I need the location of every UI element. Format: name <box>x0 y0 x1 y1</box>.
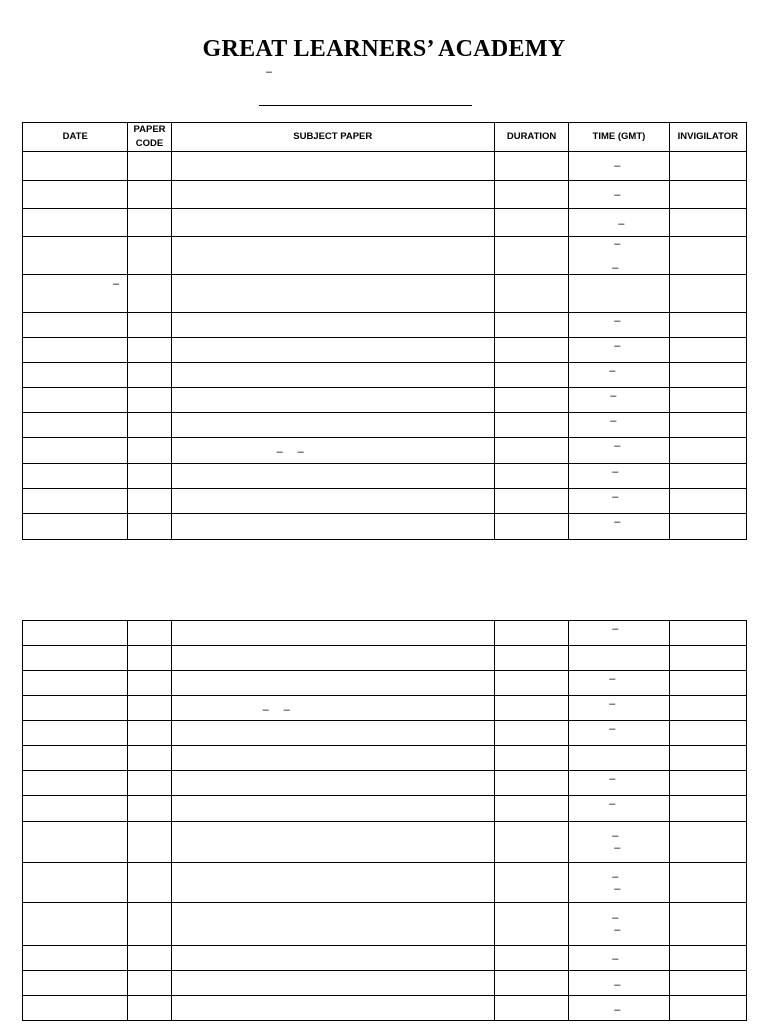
cell-date <box>23 181 128 209</box>
cell-time <box>569 621 669 646</box>
table-row <box>23 696 747 721</box>
cell-dur <box>494 796 568 822</box>
dash-mark: – <box>614 842 621 854</box>
cell-subj <box>171 971 494 996</box>
table-row <box>23 946 747 971</box>
table-row <box>23 671 747 696</box>
table-row <box>23 746 747 771</box>
cell-code <box>128 464 171 489</box>
cell-time <box>569 413 669 438</box>
cell-date <box>23 464 128 489</box>
cell-dur <box>494 438 568 464</box>
cell-code <box>128 313 171 338</box>
dash-mark: – <box>276 446 283 458</box>
cell-time <box>569 438 669 464</box>
cell-inv <box>669 181 746 209</box>
table-row <box>23 796 747 822</box>
dash-mark: – <box>614 189 621 201</box>
dash-mark: – <box>612 912 619 924</box>
cell-inv <box>669 721 746 746</box>
cell-time <box>569 721 669 746</box>
cell-dur <box>494 971 568 996</box>
table-row <box>23 903 747 946</box>
dash-mark: – <box>262 704 269 716</box>
cell-inv <box>669 771 746 796</box>
cell-subj <box>171 438 494 464</box>
table-row <box>23 646 747 671</box>
page-title: GREAT LEARNERS’ ACADEMY <box>202 36 566 62</box>
cell-dur <box>494 338 568 363</box>
cell-subj <box>171 721 494 746</box>
cell-time <box>569 209 669 237</box>
dash-mark: – <box>612 491 619 503</box>
cell-date <box>23 413 128 438</box>
cell-dur <box>494 514 568 540</box>
table-row <box>23 388 747 413</box>
cell-inv <box>669 363 746 388</box>
cell-time <box>569 696 669 721</box>
cell-code <box>128 646 171 671</box>
cell-date <box>23 796 128 822</box>
cell-dur <box>494 771 568 796</box>
cell-date <box>23 646 128 671</box>
table-row <box>23 721 747 746</box>
cell-code <box>128 209 171 237</box>
cell-time <box>569 363 669 388</box>
cell-subj <box>171 489 494 514</box>
cell-inv <box>669 946 746 971</box>
cell-time <box>569 464 669 489</box>
cell-code <box>128 696 171 721</box>
dash-mark: – <box>609 673 616 685</box>
cell-dur <box>494 946 568 971</box>
cell-subj <box>171 209 494 237</box>
cell-subj <box>171 946 494 971</box>
cell-dur <box>494 721 568 746</box>
dash-mark: – <box>610 390 617 402</box>
header-duration: DURATION <box>494 123 568 152</box>
table-row <box>23 438 747 464</box>
dash-mark: – <box>610 415 617 427</box>
table-row <box>23 237 747 275</box>
table-row <box>23 413 747 438</box>
table-row <box>23 152 747 181</box>
cell-subj <box>171 181 494 209</box>
table-header-row <box>23 123 747 152</box>
cell-code <box>128 721 171 746</box>
table-row <box>23 181 747 209</box>
cell-dur <box>494 646 568 671</box>
cell-subj <box>171 275 494 313</box>
header-paper-code: PAPER CODE <box>128 123 171 152</box>
cell-time <box>569 996 669 1021</box>
cell-code <box>128 796 171 822</box>
cell-date <box>23 621 128 646</box>
cell-code <box>128 181 171 209</box>
cell-time <box>569 746 669 771</box>
dash-mark: – <box>113 278 120 290</box>
cell-code <box>128 237 171 275</box>
table-row <box>23 313 747 338</box>
cell-code <box>128 621 171 646</box>
table-row <box>23 489 747 514</box>
table-row <box>23 863 747 903</box>
cell-date <box>23 721 128 746</box>
cell-inv <box>669 996 746 1021</box>
cell-subj <box>171 822 494 863</box>
dash-mark: – <box>614 160 621 172</box>
cell-date <box>23 313 128 338</box>
cell-date <box>23 237 128 275</box>
dash-mark: – <box>614 883 621 895</box>
cell-time <box>569 275 669 313</box>
cell-date <box>23 996 128 1021</box>
table-row <box>23 209 747 237</box>
dash-mark: – <box>614 315 621 327</box>
cell-inv <box>669 822 746 863</box>
cell-subj <box>171 514 494 540</box>
dash-mark: – <box>612 466 619 478</box>
cell-time <box>569 388 669 413</box>
cell-date <box>23 388 128 413</box>
dash-mark: – <box>609 723 616 735</box>
cell-dur <box>494 413 568 438</box>
cell-time <box>569 946 669 971</box>
cell-inv <box>669 275 746 313</box>
cell-dur <box>494 996 568 1021</box>
cell-subj <box>171 313 494 338</box>
dash-mark: – <box>614 1004 621 1016</box>
cell-date <box>23 209 128 237</box>
cell-time <box>569 822 669 863</box>
cell-dur <box>494 746 568 771</box>
cell-subj <box>171 152 494 181</box>
table-row <box>23 822 747 863</box>
cell-code <box>128 822 171 863</box>
cell-inv <box>669 489 746 514</box>
cell-inv <box>669 413 746 438</box>
cell-subj <box>171 388 494 413</box>
dash-mark: – <box>614 979 621 991</box>
cell-date <box>23 771 128 796</box>
cell-dur <box>494 363 568 388</box>
dash-mark: – <box>614 440 621 452</box>
cell-subj <box>171 903 494 946</box>
cell-inv <box>669 863 746 903</box>
cell-subj <box>171 464 494 489</box>
cell-inv <box>669 903 746 946</box>
timetable-section-2 <box>22 620 747 1021</box>
cell-time <box>569 181 669 209</box>
cell-time <box>569 237 669 275</box>
dash-mark: – <box>609 698 616 710</box>
header-invigilator: INVIGILATOR <box>669 123 746 152</box>
cell-subj <box>171 338 494 363</box>
cell-time <box>569 971 669 996</box>
cell-code <box>128 388 171 413</box>
dash-mark: – <box>612 262 619 274</box>
cell-code <box>128 514 171 540</box>
cell-subj <box>171 646 494 671</box>
dash-mark: – <box>612 830 619 842</box>
cell-dur <box>494 209 568 237</box>
cell-dur <box>494 464 568 489</box>
cell-dur <box>494 313 568 338</box>
cell-inv <box>669 464 746 489</box>
cell-date <box>23 438 128 464</box>
cell-dur <box>494 671 568 696</box>
table-row <box>23 621 747 646</box>
cell-date <box>23 903 128 946</box>
cell-date <box>23 275 128 313</box>
cell-code <box>128 946 171 971</box>
cell-code <box>128 489 171 514</box>
cell-inv <box>669 671 746 696</box>
cell-code <box>128 413 171 438</box>
cell-date <box>23 514 128 540</box>
dash-mark: – <box>614 340 621 352</box>
dash-mark: – <box>609 365 616 377</box>
cell-subj <box>171 621 494 646</box>
dash-mark: – <box>618 218 625 230</box>
cell-time <box>569 338 669 363</box>
cell-subj <box>171 237 494 275</box>
cell-code <box>128 903 171 946</box>
dash-mark: – <box>283 704 290 716</box>
cell-subj <box>171 696 494 721</box>
cell-code <box>128 746 171 771</box>
cell-time <box>569 152 669 181</box>
header-time-gmt: TIME (GMT) <box>569 123 669 152</box>
cell-code <box>128 438 171 464</box>
cell-inv <box>669 237 746 275</box>
cell-dur <box>494 275 568 313</box>
header-date: DATE <box>23 123 128 152</box>
cell-dur <box>494 863 568 903</box>
dash-mark: – <box>614 238 621 250</box>
cell-code <box>128 671 171 696</box>
cell-inv <box>669 971 746 996</box>
cell-date <box>23 489 128 514</box>
cell-dur <box>494 696 568 721</box>
cell-date <box>23 363 128 388</box>
cell-date <box>23 822 128 863</box>
cell-code <box>128 863 171 903</box>
cell-code <box>128 152 171 181</box>
cell-subj <box>171 413 494 438</box>
dash-mark: – <box>612 623 619 635</box>
cell-dur <box>494 388 568 413</box>
table-row <box>23 275 747 313</box>
cell-code <box>128 363 171 388</box>
dash-mark: – <box>297 446 304 458</box>
cell-inv <box>669 646 746 671</box>
dash-mark: – <box>614 924 621 936</box>
cell-inv <box>669 514 746 540</box>
table-row <box>23 514 747 540</box>
cell-dur <box>494 489 568 514</box>
table-row <box>23 771 747 796</box>
cell-subj <box>171 863 494 903</box>
dash-mark: – <box>609 773 616 785</box>
cell-inv <box>669 209 746 237</box>
header-subject-paper: SUBJECT PAPER <box>171 123 494 152</box>
cell-inv <box>669 796 746 822</box>
cell-code <box>128 996 171 1021</box>
cell-inv <box>669 438 746 464</box>
cell-inv <box>669 313 746 338</box>
table-row <box>23 971 747 996</box>
table-row <box>23 464 747 489</box>
cell-dur <box>494 152 568 181</box>
heading-underline <box>259 105 472 106</box>
cell-time <box>569 671 669 696</box>
cell-date <box>23 863 128 903</box>
cell-inv <box>669 621 746 646</box>
dash-mark: – <box>614 516 621 528</box>
cell-time <box>569 863 669 903</box>
cell-date <box>23 946 128 971</box>
cell-dur <box>494 822 568 863</box>
cell-date <box>23 746 128 771</box>
cell-code <box>128 338 171 363</box>
cell-code <box>128 771 171 796</box>
cell-subj <box>171 363 494 388</box>
cell-time <box>569 489 669 514</box>
cell-dur <box>494 181 568 209</box>
dash-mark: – <box>609 798 616 810</box>
cell-inv <box>669 746 746 771</box>
cell-time <box>569 796 669 822</box>
cell-time <box>569 771 669 796</box>
dash-mark: – <box>612 953 619 965</box>
cell-dur <box>494 621 568 646</box>
cell-time <box>569 903 669 946</box>
cell-time <box>569 313 669 338</box>
cell-date <box>23 971 128 996</box>
cell-inv <box>669 338 746 363</box>
table-row <box>23 338 747 363</box>
cell-subj <box>171 671 494 696</box>
cell-dur <box>494 903 568 946</box>
cell-subj <box>171 796 494 822</box>
cell-date <box>23 671 128 696</box>
cell-subj <box>171 746 494 771</box>
dash-mark: – <box>612 871 619 883</box>
timetable-section-1 <box>22 122 747 540</box>
cell-inv <box>669 696 746 721</box>
cell-time <box>569 514 669 540</box>
table-row <box>23 996 747 1021</box>
cell-code <box>128 275 171 313</box>
cell-code <box>128 971 171 996</box>
cell-date <box>23 696 128 721</box>
cell-time <box>569 646 669 671</box>
title-dash-mark: – <box>266 66 273 78</box>
cell-inv <box>669 388 746 413</box>
cell-subj <box>171 771 494 796</box>
cell-date <box>23 338 128 363</box>
cell-dur <box>494 237 568 275</box>
table-row <box>23 363 747 388</box>
cell-date <box>23 152 128 181</box>
cell-inv <box>669 152 746 181</box>
cell-subj <box>171 996 494 1021</box>
